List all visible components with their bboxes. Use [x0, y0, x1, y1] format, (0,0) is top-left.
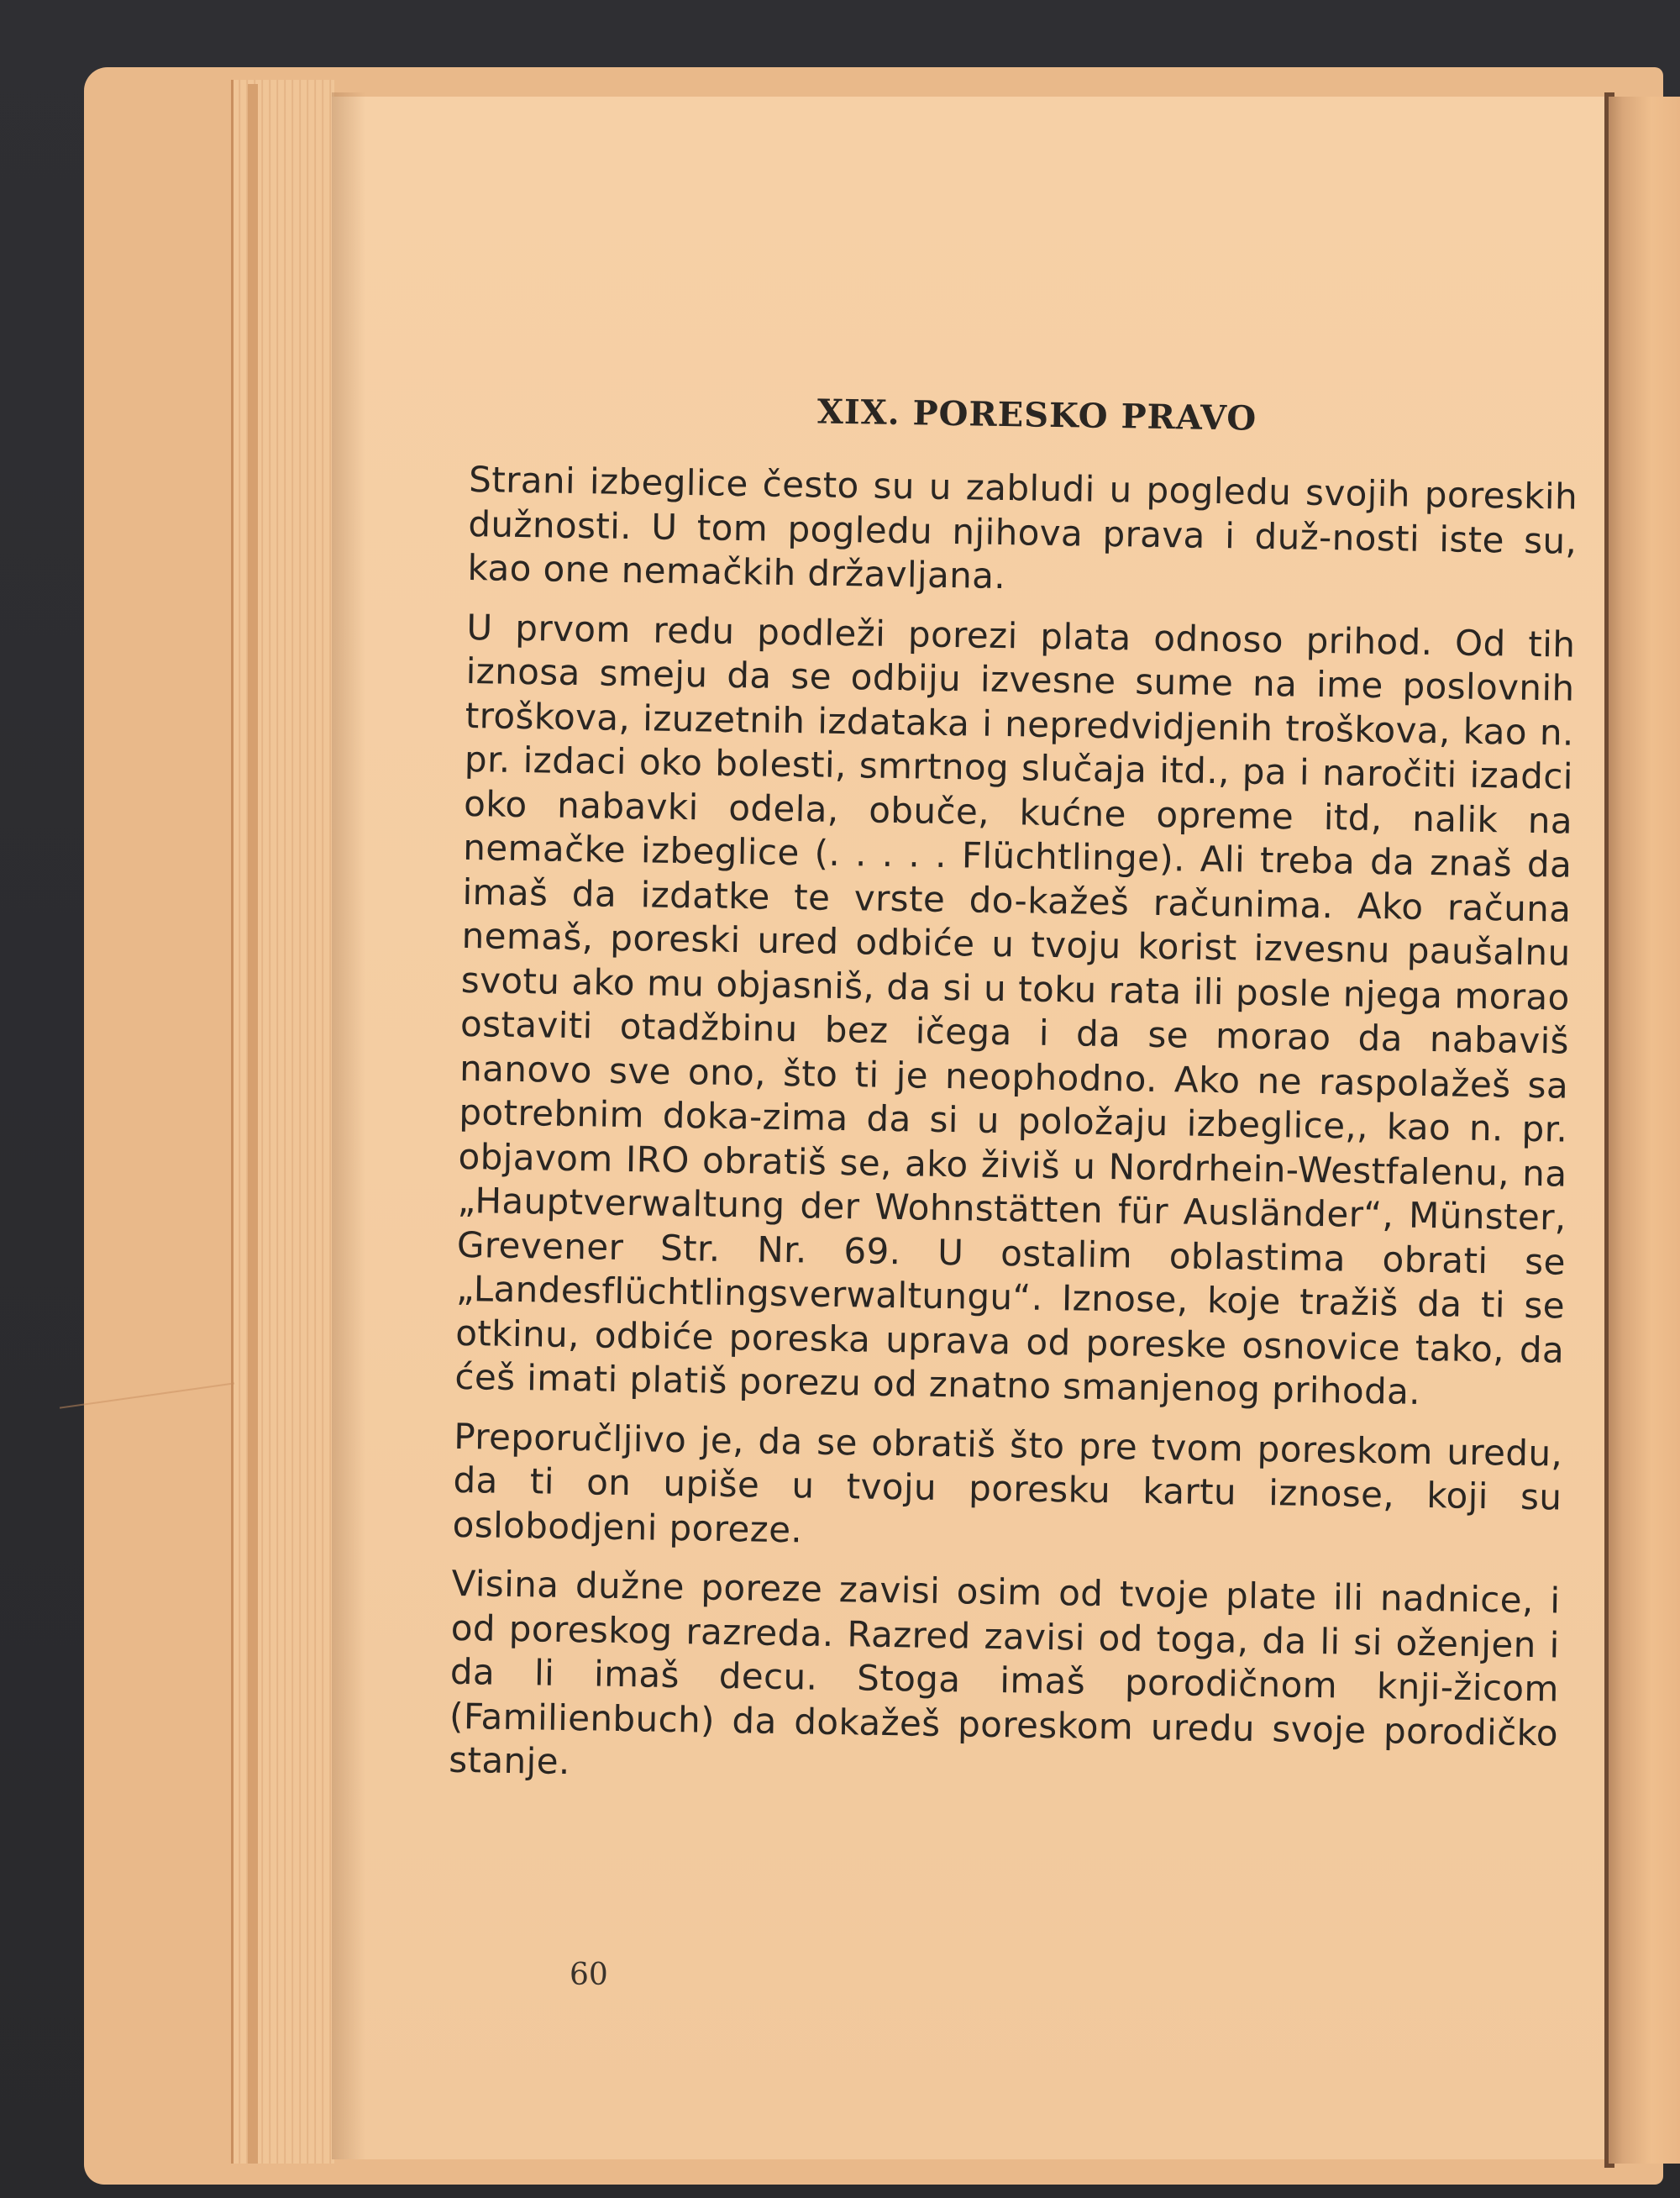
page-stack-edges [231, 80, 334, 2164]
paragraph: Strani izbeglice često su u zabludi u pogledu svojih poreskih dužnosti. U tom pogledu njihova prava i duž-nosti iste su, kao one nemačkih državljana. [467, 458, 1578, 597]
next-page-edge [1609, 97, 1680, 2164]
paragraph: Preporučljivo je, da se obratiš što pre tvom poreskom uredu, da ti on upiše u tvoju poresku kartu iznose, koji su oslobodjeni poreze. [452, 1415, 1563, 1550]
chapter-heading: XIX. PORESKO PRAVO [816, 392, 1257, 439]
spine-shadow [332, 92, 365, 2159]
page-text-block [449, 386, 1579, 1815]
paragraph: Visina dužne poreze zavisi osim od tvoje plate ili nadnice, i od poreskog razreda. Razred zavisi od toga, da li si oženjen i da li imaš decu. Stoga imaš porodičnom knji-žicom (Familienbuch) da dokažeš poreskom uredu svoje porodičko stanje. [448, 1562, 1561, 1783]
paragraph: U prvom redu podleži porezi plata odnoso prihod. Od tih iznosa smeju da se odbiju izvesne sume na ime poslovnih troškova, izuzetnih izdataka i nepredvidjenih troškova, kao n. pr. izdaci oko bolesti, smrtnog slučaja itd., pa i naročiti izadci oko nabavki odela, obuče, kućne opreme itd, nalik na nemačke izbeglice (. . . . . Flüchtlinge). Ali treba da znaš da imaš da izdatke te vrste do-kažeš računima. Ako računa nemaš, poreski ured odbiće u tvoju korist izvesnu paušalnu svotu ako mu objasniš, da si u toku rata ili posle njega morao ostaviti otadžbinu bez ičega i da se morao da nabaviš nanovo sve ono, što ti je neophodno. Ako ne raspolažeš sa potrebnim doka-zima da si u položaju izbeglice,, kao n. pr. objavom IRO obratiš se, ako živiš u Nordrhein-Westfalenu, na „Hauptverwaltung der Wohnstätten für Ausländer“, Münster, Grevener Str. Nr. 69. U ostalim oblastima obrati se „Landesflüchtlingsverwaltungu“. Iznose, koje tražiš da ti se otkinu, odbiće poreska uprava od poreske osnovice tako, da ćeš imati platiš porezu od znatno smanjenog prihoda. [454, 606, 1576, 1412]
page-number: 60 [570, 1958, 608, 1992]
page-stack-shadow [248, 84, 258, 2164]
